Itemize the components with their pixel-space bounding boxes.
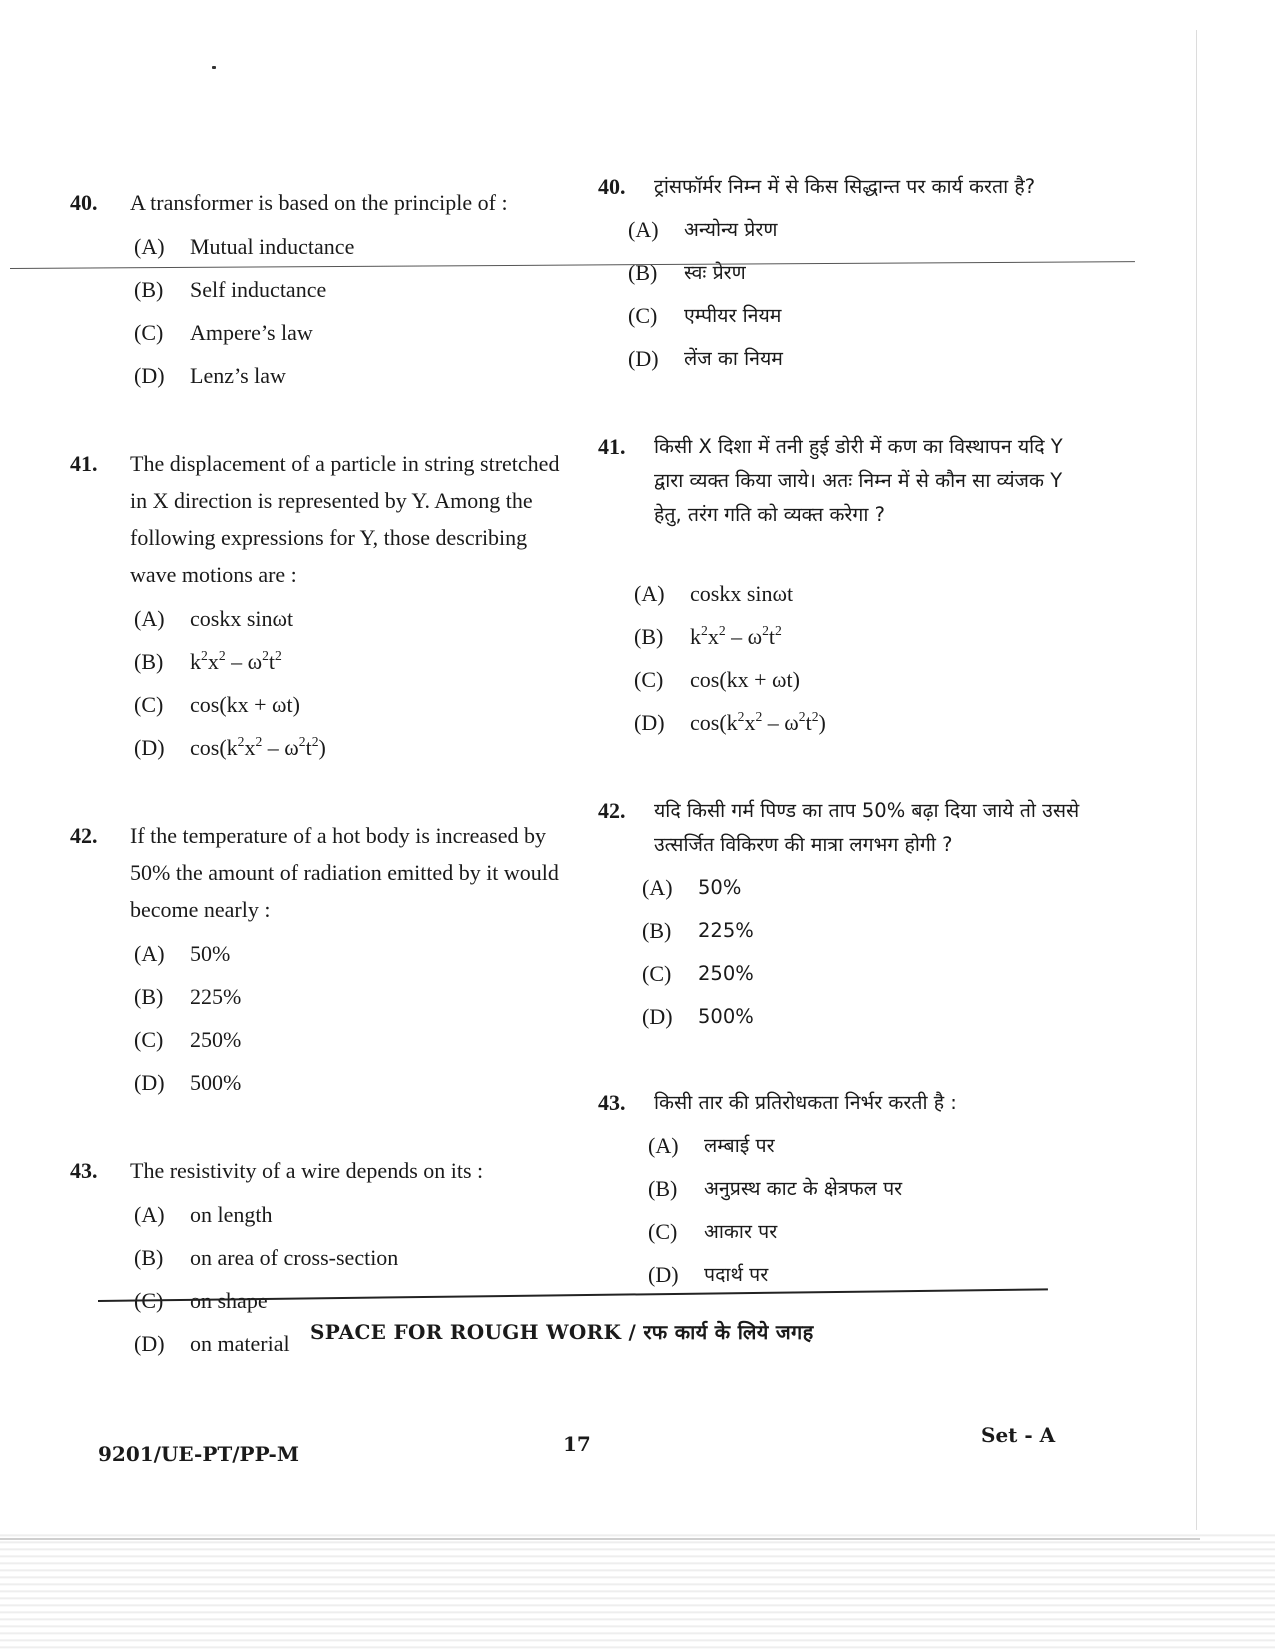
question-text: यदि किसी गर्म पिण्ड का ताप 50% बढ़ा दिया जाये तो उससे उत्सर्जित विकिरण की मात्रा लगभग होगी ?: [654, 799, 1080, 856]
option-label: (D): [634, 709, 665, 735]
question-head: [70, 817, 560, 928]
option-b: [134, 640, 560, 683]
option-text: आकार पर: [704, 1219, 778, 1243]
option-label: (A): [628, 216, 659, 242]
option-label: (C): [634, 666, 664, 692]
option-label: (A): [634, 580, 665, 606]
options-list: [70, 597, 560, 769]
question-40-en: [70, 184, 560, 397]
option-label: (C): [134, 1288, 164, 1313]
option-d: [134, 354, 560, 397]
option-text: लेंज का नियम: [684, 346, 783, 370]
option-text: coskx sinωt: [190, 606, 294, 631]
option-label: (C): [648, 1218, 678, 1244]
option-b: [134, 1236, 560, 1279]
option-text: on shape: [190, 1288, 268, 1313]
option-a: [134, 1193, 560, 1236]
options-list: [70, 932, 560, 1104]
option-text: Ampere’s law: [190, 320, 313, 345]
option-text: Self inductance: [190, 277, 327, 302]
option-a: [628, 208, 1088, 251]
option-c: [634, 658, 1088, 701]
question-text: किसी तार की प्रतिरोधकता निर्भर करती है :: [654, 1091, 957, 1114]
option-label: (A): [648, 1132, 679, 1158]
option-label: (D): [648, 1261, 679, 1287]
option-text: $k^2x^2 - \omega^2t^2$: [190, 648, 282, 674]
question-head: [598, 794, 1088, 862]
rough-work-separator: /: [621, 1320, 644, 1344]
question-text: किसी X दिशा में तनी हुई डोरी में कण का विस्थापन यदि Y द्वारा व्यक्त किया जाये। अतः निम्न में से कौन सा व्यंजक Y हेतु, तरंग गति को व्यक्त करेगा ?: [654, 435, 1063, 526]
option-label: (B): [134, 1245, 164, 1270]
option-text: 225%: [190, 984, 242, 1009]
option-d: [134, 726, 560, 769]
question-40-hi: [598, 170, 1088, 380]
option-text: 225%: [698, 918, 754, 942]
option-b: [134, 268, 560, 311]
options-list: [598, 208, 1088, 380]
option-d: [634, 701, 1088, 744]
option-b: [642, 909, 1088, 952]
option-label: (B): [634, 623, 664, 649]
question-head: [598, 1086, 1088, 1120]
question-number: 43.: [598, 1090, 626, 1115]
option-text: 500%: [190, 1070, 242, 1095]
option-c: [628, 294, 1088, 337]
option-c: [648, 1210, 1088, 1253]
option-label: (C): [628, 302, 658, 328]
option-label: (A): [134, 1202, 165, 1227]
option-text: लम्बाई पर: [704, 1133, 775, 1157]
option-label: (C): [642, 960, 672, 986]
option-text: स्वः प्रेरण: [684, 260, 746, 284]
option-text: $k^2x^2 - \omega^2t^2$: [690, 622, 782, 649]
question-head: [598, 170, 1088, 204]
option-text: एम्पीयर नियम: [684, 303, 782, 327]
question-head: [70, 184, 560, 221]
option-label: (D): [134, 363, 165, 388]
option-b: [628, 251, 1088, 294]
option-label: (D): [628, 345, 659, 371]
options-list: [598, 1124, 1088, 1296]
hindi-column: [598, 170, 1088, 1296]
option-text: अन्योन्य प्रेरण: [684, 217, 778, 241]
option-text: coskx sinωt: [690, 580, 794, 606]
scan-bottom-line: [0, 1538, 1200, 1540]
question-42-en: [70, 817, 560, 1104]
option-d: [134, 1061, 560, 1104]
option-text: Lenz’s law: [190, 363, 286, 388]
question-number: 43.: [70, 1158, 98, 1183]
option-label: (B): [134, 277, 164, 302]
question-head: [70, 1152, 560, 1189]
paper-code: 9201/UE-PT/PP-M: [98, 1442, 299, 1466]
option-text: $\cos(k^2x^2 - \omega^2t^2)$: [690, 708, 826, 735]
option-text: 500%: [698, 1004, 754, 1028]
option-a: [642, 866, 1088, 909]
question-text: A transformer is based on the principle of :: [130, 190, 508, 215]
option-label: (B): [628, 259, 658, 285]
option-c: [134, 1018, 560, 1061]
option-text: cos(kx + ωt): [190, 692, 300, 717]
option-d: [642, 995, 1088, 1038]
options-list: [598, 866, 1088, 1038]
option-label: (B): [642, 917, 672, 943]
question-text: The resistivity of a wire depends on its :: [130, 1158, 484, 1183]
option-a: [648, 1124, 1088, 1167]
option-b: [648, 1167, 1088, 1210]
question-number: 41.: [598, 434, 626, 459]
scan-edge-line: [1196, 30, 1197, 1590]
question-41-en: [70, 445, 560, 769]
option-text: 50%: [190, 941, 231, 966]
option-label: (B): [134, 649, 164, 674]
option-a: [134, 932, 560, 975]
question-number: 40.: [598, 174, 626, 199]
question-43-hi: [598, 1086, 1088, 1296]
option-d: [628, 337, 1088, 380]
option-label: (B): [134, 984, 164, 1009]
option-c: [642, 952, 1088, 995]
option-label: (A): [134, 234, 165, 259]
option-label: (C): [134, 692, 164, 717]
scan-bottom-band: [0, 1530, 1275, 1651]
rough-work-english: SPACE FOR ROUGH WORK: [310, 1320, 622, 1344]
option-b: [634, 615, 1088, 658]
question-number: 41.: [70, 451, 98, 476]
rough-work-label: [310, 1318, 950, 1345]
option-text: पदार्थ पर: [704, 1262, 769, 1286]
option-label: (A): [642, 874, 673, 900]
scan-speck: [212, 66, 216, 69]
question-head: [598, 430, 1088, 532]
option-label: (C): [134, 1027, 164, 1052]
options-list: [598, 572, 1088, 744]
question-head: [70, 445, 560, 593]
option-label: (D): [134, 1331, 165, 1356]
option-label: (D): [134, 735, 165, 760]
option-label: (C): [134, 320, 164, 345]
question-text: If the temperature of a hot body is increased by 50% the amount of radiation emitted by it would become nearly :: [130, 823, 559, 922]
option-a: [634, 572, 1088, 615]
option-text: on area of cross-section: [190, 1245, 399, 1270]
option-a: [134, 597, 560, 640]
option-text: on material: [190, 1331, 290, 1356]
question-number: 42.: [598, 798, 626, 823]
question-number: 40.: [70, 190, 98, 215]
option-label: (B): [648, 1175, 678, 1201]
option-text: अनुप्रस्थ काट के क्षेत्रफल पर: [704, 1176, 903, 1200]
option-text: 50%: [698, 875, 742, 899]
question-text: The displacement of a particle in string stretched in X direction is represented by Y. Among the following expressions for Y, those describing wave motions are :: [130, 451, 560, 587]
question-41-hi: [598, 430, 1088, 744]
option-text: cos(kx + ωt): [690, 666, 800, 692]
option-a: [134, 225, 560, 268]
option-text: 250%: [698, 961, 754, 985]
set-label: Set - A: [981, 1423, 1056, 1447]
rough-work-hindi: रफ कार्य के लिये जगह: [643, 1320, 814, 1344]
option-label: (A): [134, 606, 165, 631]
option-b: [134, 975, 560, 1018]
option-c: [134, 311, 560, 354]
option-text: 250%: [190, 1027, 242, 1052]
option-c: [134, 683, 560, 726]
option-text: on length: [190, 1202, 273, 1227]
question-42-hi: [598, 794, 1088, 1038]
option-text: $\cos(k^2x^2 - \omega^2t^2)$: [190, 734, 326, 760]
option-label: (D): [642, 1003, 673, 1029]
option-label: (D): [134, 1070, 165, 1095]
options-list: [70, 225, 560, 397]
option-text: Mutual inductance: [190, 234, 355, 259]
question-number: 42.: [70, 823, 98, 848]
option-label: (A): [134, 941, 165, 966]
english-column: [70, 184, 560, 1365]
page-number: 17: [563, 1432, 591, 1456]
question-text: ट्रांसफॉर्मर निम्न में से किस सिद्धान्त पर कार्य करता है?: [654, 175, 1036, 198]
